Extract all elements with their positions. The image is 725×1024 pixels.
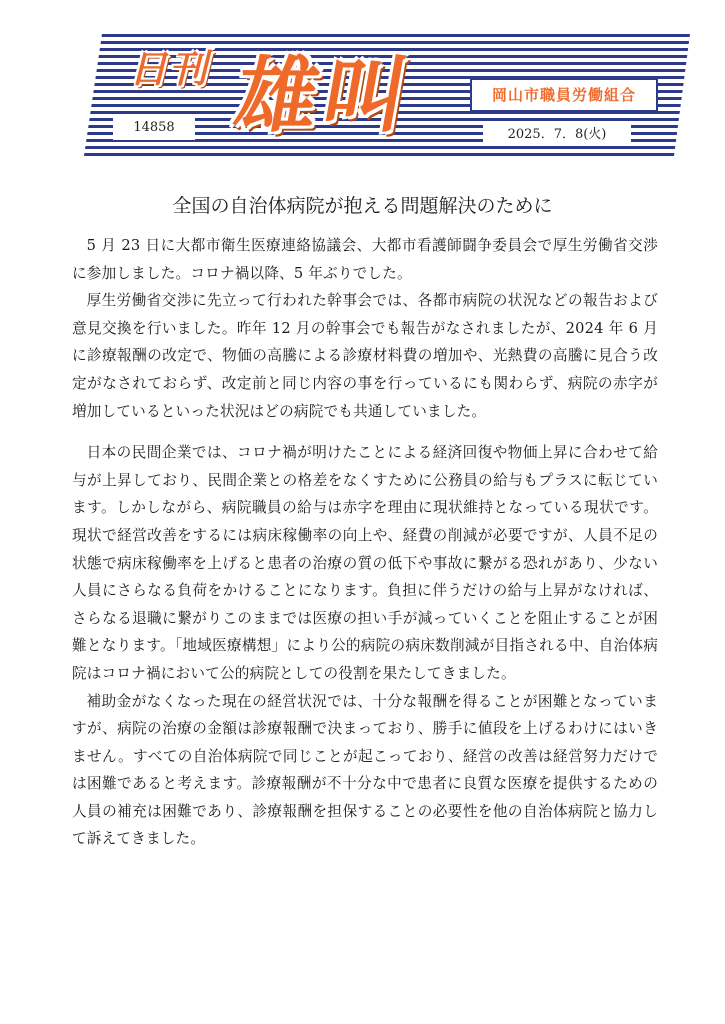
union-name: 岡山市職員労働組合 — [470, 78, 658, 112]
masthead-logo-small: 日刊 — [129, 47, 210, 91]
article-paragraph: 5 月 23 日に大都市衛生医療連絡協議会、大都市看護師闘争委員会で厚生労働省交渉に参加しました。コロナ禍以降、5 年ぶりでした。 — [72, 237, 658, 282]
issue-date: 2025．7．8(火) — [483, 124, 631, 146]
article-body — [72, 232, 658, 853]
article-paragraph: 補助金がなくなった現在の経営状況では、十分な報酬を得ることが困難となっていますが、病院の治療の金額は診療報酬で決まっており、勝手に値段を上げるわけにはいきません。すべての自治体病院で同じことが起こっており、経営の改善は経営努力だけでは困難であると考えます。診療報酬が不十分な中で患者に良質な医療を提供するための人員の補充は困難であり、診療報酬を担保することの必要性を他の自治体病院と協力して訴えてきました。 — [72, 692, 658, 848]
article-headline: 全国の自治体病院が抱える問題解決のために — [172, 195, 553, 217]
issue-number: 14858 — [113, 116, 195, 140]
article-paragraph: 日本の民間企業では、コロナ禍が明けたことによる経済回復や物価上昇に合わせて給与が上昇しており、民間企業との格差をなくすために公務員の給与もプラスに転じています。しかしながら、病院職員の給与は赤字を理由に現状維持となっている現状です。現状で経営改善をするには病床稼働率の向上や、経費の削減が必要ですが、人員不足の状態で病床稼働率を上げると患者の治療の質の低下や事故に繋がる恐れがあり、少ない人員にさらなる負荷をかけることになります。負担に伴うだけの給与上昇がなければ、さらなる退職に繋がりこのままでは医療の担い手が減っていくことを阻止することが困難となります。「地域医療構想」により公的病院の病床数削減が目指される中、自治体病院はコロナ禍において公的病院としての役割を果たしてきました。 — [72, 444, 658, 682]
masthead-logo-large: 雄叫 — [227, 49, 421, 144]
article-paragraph: 厚生労働省交渉に先立って行われた幹事会では、各都市病院の状況などの報告および意見交換を行いました。昨年 12 月の幹事会でも報告がなされましたが、2024 年 6 月に診療報酬の改定で、物価の高騰による診療材料費の増加や、光熱費の高騰に見合う改定がなされておらず、改定前と同じ内容の事を行っているにも関わらず、病院の赤字が増加しているといった状況はどの病院でも共通していました。 — [72, 292, 658, 420]
